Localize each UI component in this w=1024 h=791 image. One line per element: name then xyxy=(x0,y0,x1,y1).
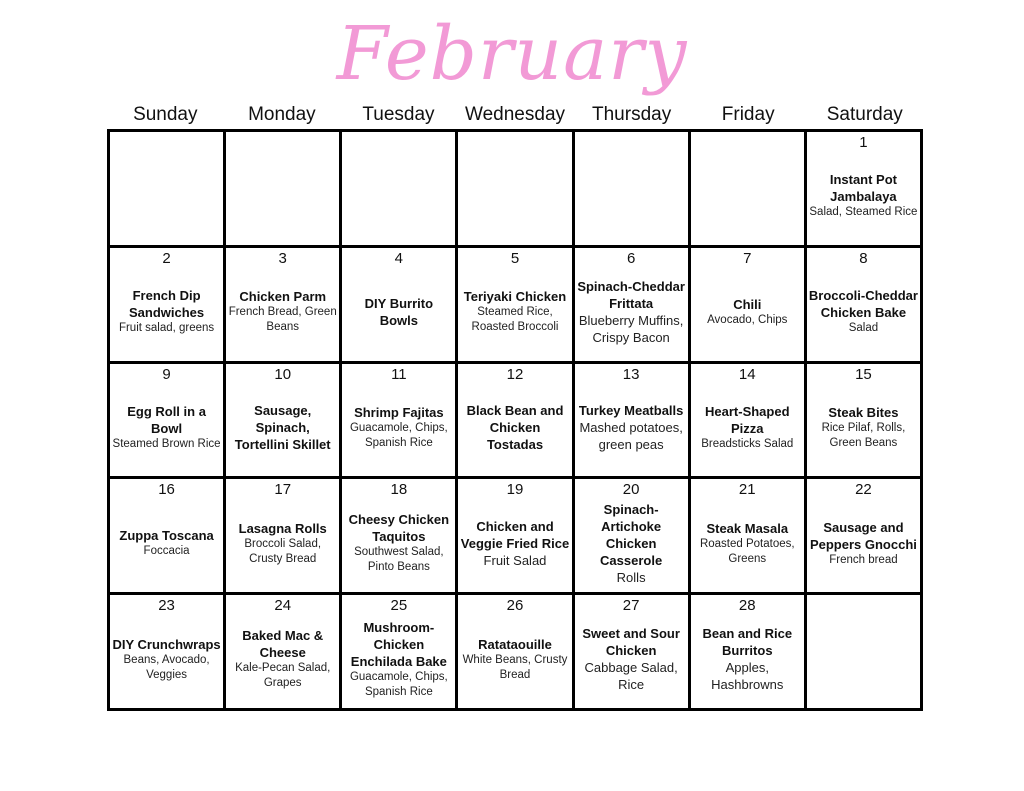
day-menu xyxy=(577,500,686,592)
meal-name: Mushroom-Chicken Enchilada Bake xyxy=(350,619,447,669)
day-number: 11 xyxy=(391,365,407,383)
meal-sides: Breadsticks Salad xyxy=(701,437,794,450)
meal-name: Ratataouille xyxy=(478,636,552,652)
day-number: 17 xyxy=(274,481,292,499)
day-cell-23 xyxy=(110,595,223,708)
meal-sides: Rolls xyxy=(616,569,646,585)
day-menu xyxy=(577,385,686,477)
meal-name: Shrimp Fajitas xyxy=(354,404,444,420)
day-menu xyxy=(228,269,337,361)
day-number: 19 xyxy=(506,481,524,499)
day-cell-28 xyxy=(691,595,804,708)
empty-day-cell xyxy=(110,132,223,245)
empty-day-cell xyxy=(458,132,571,245)
day-cell-14 xyxy=(691,364,804,477)
day-number: 15 xyxy=(855,365,872,383)
day-number: 4 xyxy=(394,249,404,267)
day-menu xyxy=(460,269,569,361)
day-number: 28 xyxy=(738,597,756,615)
weekday-thursday: Thursday xyxy=(592,104,672,125)
day-menu xyxy=(460,385,569,477)
day-menu xyxy=(344,385,453,477)
meal-sides: Fruit Salad xyxy=(483,552,547,568)
meal-name: Broccoli-Cheddar Chicken Bake xyxy=(808,288,918,321)
day-cell-1 xyxy=(807,132,920,245)
day-cell-15 xyxy=(807,364,920,477)
meal-sides: Fruit salad, greens xyxy=(118,322,215,335)
day-number: 21 xyxy=(738,481,756,499)
day-menu xyxy=(112,500,221,592)
meal-name: Instant Pot Jambalaya xyxy=(829,172,897,205)
meal-sides: Southwest Salad, Pinto Beans xyxy=(354,546,444,574)
day-cell-20 xyxy=(575,479,688,592)
day-cell-18 xyxy=(342,479,455,592)
day-menu xyxy=(809,616,918,708)
meal-name: Chicken Parm xyxy=(239,289,327,305)
day-number: 16 xyxy=(158,481,175,499)
day-cell-12 xyxy=(458,364,571,477)
meal-name: Spinach-Cheddar Frittata xyxy=(577,278,685,311)
weekday-friday: Friday xyxy=(721,104,775,125)
day-cell-27 xyxy=(575,595,688,708)
meal-name: French Dip Sandwiches xyxy=(129,288,205,321)
weekday-saturday: Saturday xyxy=(826,104,903,125)
meal-name: Black Bean and Chicken Tostadas xyxy=(466,402,564,452)
meal-sides: Salad, Steamed Rice xyxy=(809,206,918,219)
meal-name: DIY Crunchwraps xyxy=(112,636,221,652)
calendar-title: February xyxy=(336,11,688,97)
day-cell-8 xyxy=(807,248,920,361)
meal-sides: Cabbage Salad, Rice xyxy=(584,660,678,693)
meal-sides: Guacamole, Chips, Spanish Rice xyxy=(349,670,448,698)
empty-day-cell xyxy=(342,132,455,245)
day-menu xyxy=(693,269,802,361)
day-menu xyxy=(344,616,453,708)
meal-sides: Mashed potatoes, green peas xyxy=(579,419,683,452)
day-menu xyxy=(344,153,453,245)
day-menu xyxy=(809,500,918,592)
day-number: 26 xyxy=(506,597,524,615)
day-number: 14 xyxy=(738,365,756,383)
day-menu xyxy=(809,269,918,361)
empty-day-cell xyxy=(575,132,688,245)
weekday-sunday: Sunday xyxy=(133,104,198,125)
meal-name: Sausage and Peppers Gnocchi xyxy=(809,519,917,552)
meal-sides: Steamed Brown Rice xyxy=(112,437,221,450)
day-number: 12 xyxy=(506,365,524,383)
day-cell-7 xyxy=(691,248,804,361)
meal-sides: White Beans, Crusty Bread xyxy=(462,653,568,681)
meal-name: Sweet and Sour Chicken xyxy=(582,626,680,659)
day-menu xyxy=(228,153,337,245)
meal-sides: Rice Pilaf, Rolls, Green Beans xyxy=(821,421,906,449)
day-number: 3 xyxy=(278,249,287,267)
day-cell-5 xyxy=(458,248,571,361)
meal-name: Turkey Meatballs xyxy=(578,402,684,418)
meal-name: Lasagna Rolls xyxy=(238,520,327,536)
day-menu xyxy=(577,153,686,245)
meal-sides: Apples, Hashbrowns xyxy=(711,660,784,693)
day-menu xyxy=(460,500,569,592)
day-cell-26 xyxy=(458,595,571,708)
meal-sides: Salad xyxy=(848,322,879,335)
day-menu xyxy=(228,385,337,477)
day-menu xyxy=(112,385,221,477)
day-cell-25 xyxy=(342,595,455,708)
meal-sides: Roasted Potatoes, Greens xyxy=(699,537,795,565)
day-menu xyxy=(693,385,802,477)
day-cell-6 xyxy=(575,248,688,361)
day-cell-11 xyxy=(342,364,455,477)
day-menu xyxy=(577,269,686,361)
day-menu xyxy=(112,269,221,361)
meal-sides: Guacamole, Chips, Spanish Rice xyxy=(349,421,448,449)
empty-day-cell xyxy=(226,132,339,245)
day-cell-3 xyxy=(226,248,339,361)
meal-name: Steak Bites xyxy=(828,404,899,420)
meal-name: Cheesy Chicken Taquitos xyxy=(348,512,450,545)
day-menu xyxy=(344,500,453,592)
day-menu xyxy=(809,385,918,477)
day-menu xyxy=(228,500,337,592)
empty-day-cell xyxy=(807,595,920,708)
day-menu xyxy=(693,153,802,245)
day-menu xyxy=(344,269,453,361)
day-number: 25 xyxy=(390,597,408,615)
day-cell-24 xyxy=(226,595,339,708)
day-number: 5 xyxy=(510,249,520,267)
meal-name: Baked Mac & Cheese xyxy=(242,628,324,661)
day-number: 10 xyxy=(274,365,292,383)
meal-name: DIY Burrito Bowls xyxy=(364,295,434,328)
day-number: 9 xyxy=(162,365,171,383)
meal-name: Teriyaki Chicken xyxy=(463,289,567,305)
day-number: 8 xyxy=(859,249,868,267)
day-cell-9 xyxy=(110,364,223,477)
meal-sides: Steamed Rice, Roasted Broccoli xyxy=(471,306,559,334)
weekday-wednesday: Wednesday xyxy=(465,104,566,125)
day-cell-13 xyxy=(575,364,688,477)
day-cell-19 xyxy=(458,479,571,592)
calendar-grid xyxy=(107,129,923,711)
meal-sides: Broccoli Salad, Crusty Bread xyxy=(244,537,322,565)
day-number: 24 xyxy=(274,597,292,615)
meal-name: Sausage, Spinach, Tortellini Skillet xyxy=(234,402,331,452)
day-cell-10 xyxy=(226,364,339,477)
meal-name: Steak Masala xyxy=(706,520,789,536)
day-number: 6 xyxy=(626,249,636,267)
meal-name: Chili xyxy=(733,296,762,312)
day-number: 27 xyxy=(622,597,640,615)
meal-sides: Avocado, Chips xyxy=(707,313,788,326)
meal-sides: French Bread, Green Beans xyxy=(228,306,337,334)
day-menu xyxy=(112,616,221,708)
meal-sides: Blueberry Muffins, Crispy Bacon xyxy=(578,312,684,345)
weekday-monday: Monday xyxy=(248,104,316,125)
day-cell-2 xyxy=(110,248,223,361)
meal-name: Bean and Rice Burritos xyxy=(702,626,793,659)
day-cell-21 xyxy=(691,479,804,592)
meal-sides: Beans, Avocado, Veggies xyxy=(123,653,210,681)
day-menu xyxy=(809,153,918,245)
day-number: 22 xyxy=(855,481,872,499)
day-menu xyxy=(228,616,337,708)
day-cell-17 xyxy=(226,479,339,592)
day-number: 23 xyxy=(158,597,175,615)
day-number: 20 xyxy=(622,481,640,499)
day-menu xyxy=(693,500,802,592)
weekday-tuesday: Tuesday xyxy=(362,104,435,125)
day-menu xyxy=(460,153,569,245)
meal-name: Egg Roll in a Bowl xyxy=(127,403,206,436)
day-number: 1 xyxy=(859,134,868,151)
meal-name: Zuppa Toscana xyxy=(119,528,214,544)
empty-day-cell xyxy=(691,132,804,245)
meal-sides: Foccacia xyxy=(143,545,190,558)
day-number: 2 xyxy=(162,249,171,267)
weekday-header xyxy=(107,101,923,129)
meal-name: Chicken and Veggie Fried Rice xyxy=(460,518,570,551)
meal-name: Spinach-Artichoke Chicken Casserole xyxy=(600,501,663,568)
day-cell-22 xyxy=(807,479,920,592)
day-cell-4 xyxy=(342,248,455,361)
day-number: 18 xyxy=(390,481,408,499)
day-menu xyxy=(577,616,686,708)
day-menu xyxy=(112,153,221,245)
day-number: 13 xyxy=(622,365,640,383)
day-menu xyxy=(693,616,802,708)
day-cell-16 xyxy=(110,479,223,592)
meal-sides: Kale-Pecan Salad, Grapes xyxy=(235,662,331,690)
day-menu xyxy=(460,616,569,708)
meal-name: Heart-Shaped Pizza xyxy=(705,403,790,436)
meal-sides: French bread xyxy=(829,553,898,566)
day-number: 7 xyxy=(743,249,752,267)
